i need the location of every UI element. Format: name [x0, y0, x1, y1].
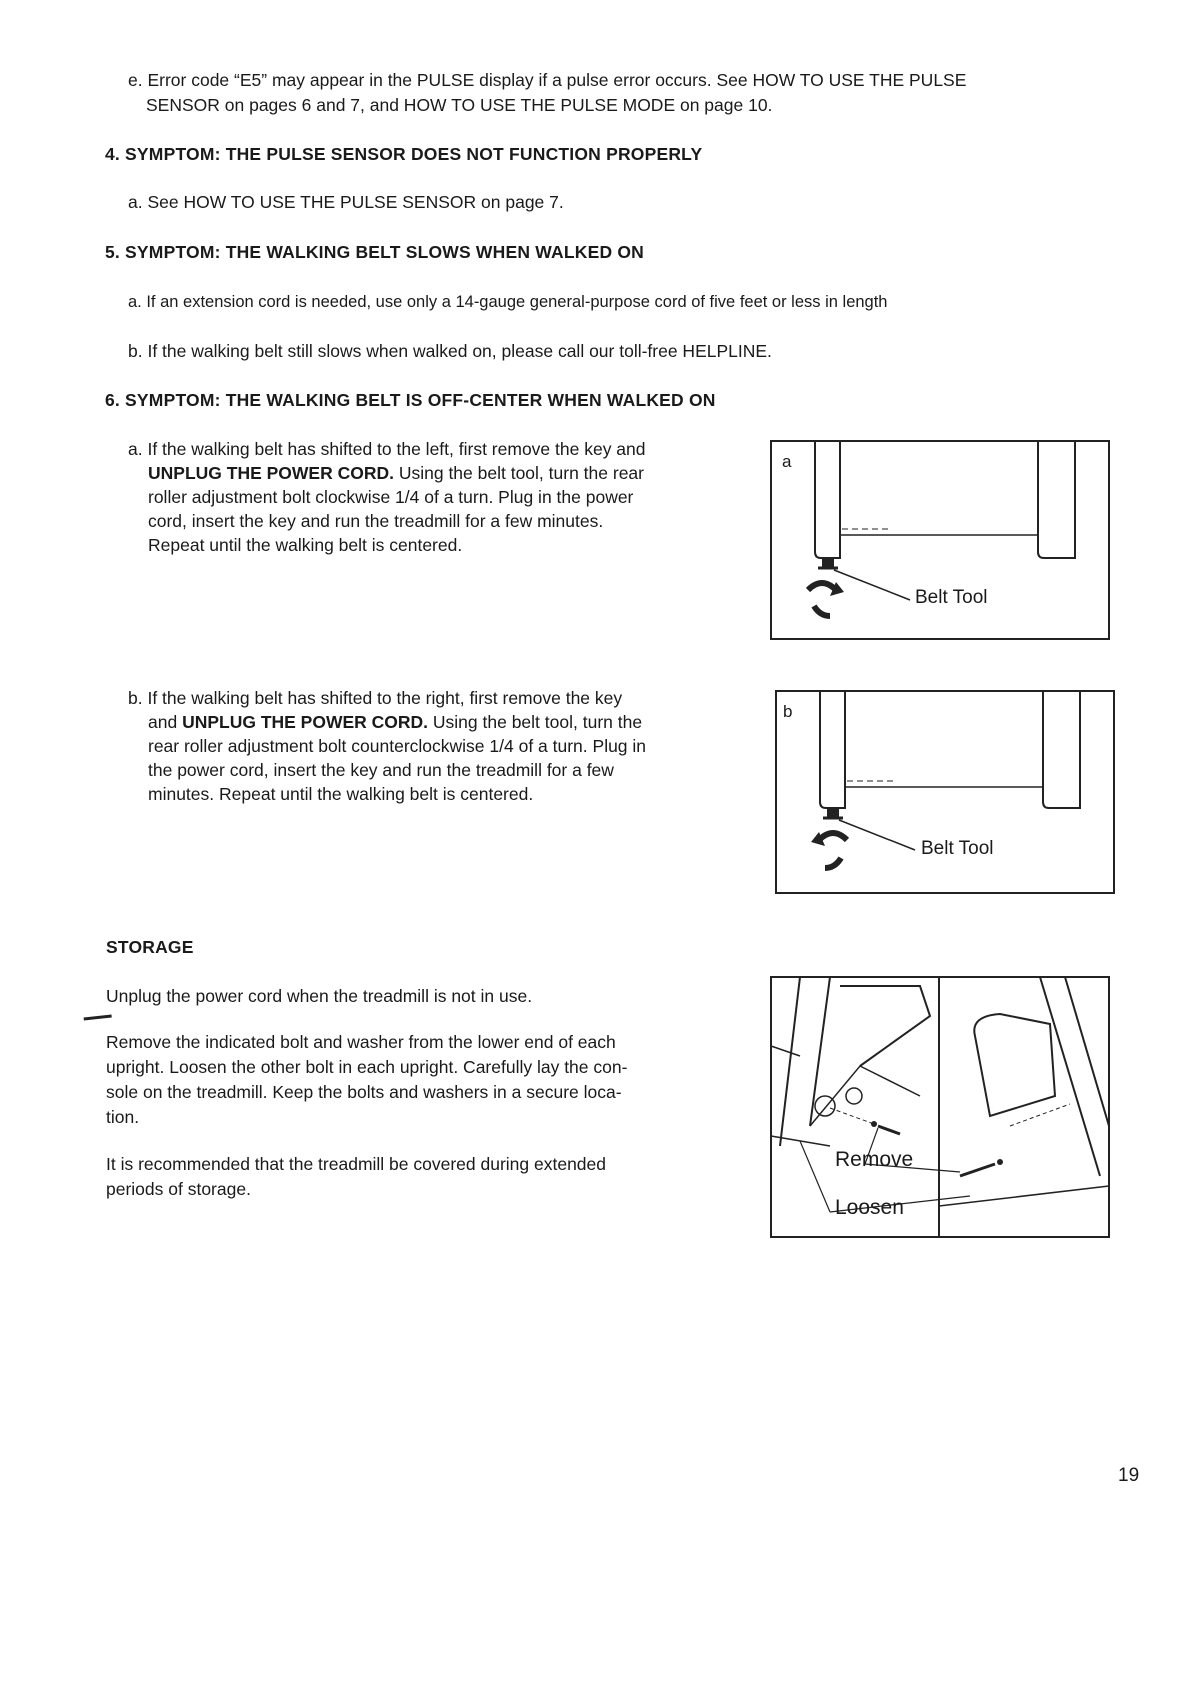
figure-b-drawing	[775, 690, 1115, 894]
figure-a-belt-left	[770, 440, 1110, 640]
symptom6-heading: 6. SYMPTOM: THE WALKING BELT IS OFF-CENTER WHEN WALKED ON	[105, 390, 716, 410]
symptom6-a-line: Repeat until the walking belt is centered.	[148, 535, 463, 555]
error-e5-line2: SENSOR on pages 6 and 7, and HOW TO USE THE PULSE MODE on page 10.	[146, 95, 773, 115]
unplug-emphasis: UNPLUG THE POWER CORD.	[182, 712, 429, 732]
symptom5-item-b: b. If the walking belt still slows when walked on, please call our toll-free HELPLINE.	[128, 341, 772, 361]
figure-b-belt-right	[775, 690, 1115, 894]
symptom6-b-line: minutes. Repeat until the walking belt is centered.	[148, 784, 534, 804]
figure-storage-loosen-callout: Loosen	[835, 1196, 904, 1219]
storage-p2-line: sole on the treadmill. Keep the bolts and washers in a secure loca-	[106, 1082, 622, 1102]
storage-p2-line: tion.	[106, 1107, 140, 1127]
symptom6-b-line: b. If the walking belt has shifted to the right, first remove the key	[128, 688, 623, 708]
error-e5-line1: e. Error code “E5” may appear in the PULSE display if a pulse error occurs. See HOW TO USE THE PULSE	[128, 70, 967, 90]
symptom5-item-a: a. If an extension cord is needed, use only a 14-gauge general-purpose cord of five feet or less in length	[128, 293, 888, 311]
storage-p2-line: Remove the indicated bolt and washer from the lower end of each	[106, 1032, 616, 1052]
symptom4-item-a: a. See HOW TO USE THE PULSE SENSOR on page 7.	[128, 192, 564, 212]
symptom6-b-line: and UNPLUG THE POWER CORD. Using the belt tool, turn the	[148, 712, 643, 732]
symptom6-a-line: roller adjustment bolt clockwise 1/4 of a turn. Plug in the power	[148, 487, 634, 507]
symptom6-a-line: cord, insert the key and run the treadmill for a few minutes.	[148, 511, 604, 531]
figure-b-belt-tool-callout: Belt Tool	[921, 838, 994, 859]
symptom4-heading: 4. SYMPTOM: THE PULSE SENSOR DOES NOT FUNCTION PROPERLY	[105, 144, 703, 164]
figure-b-label: b	[783, 702, 793, 721]
figure-storage-drawing	[770, 976, 1110, 1238]
symptom6-b-line: rear roller adjustment bolt counterclockwise 1/4 of a turn. Plug in	[148, 736, 647, 756]
figure-a-drawing	[770, 440, 1110, 640]
figure-storage-remove-callout: Remove	[835, 1148, 914, 1171]
figure-a-belt-tool-callout: Belt Tool	[915, 587, 988, 608]
symptom5-heading: 5. SYMPTOM: THE WALKING BELT SLOWS WHEN WALKED ON	[105, 242, 645, 262]
storage-paragraph-1: Unplug the power cord when the treadmill is not in use.	[106, 986, 533, 1006]
storage-heading: STORAGE	[106, 937, 194, 957]
page-number: 19	[1118, 1465, 1140, 1486]
note-mark-icon	[84, 1015, 113, 1027]
figure-a-label: a	[782, 452, 792, 471]
storage-p2-line: upright. Loosen the other bolt in each upright. Carefully lay the con-	[106, 1057, 628, 1077]
storage-p3-line: periods of storage.	[106, 1179, 251, 1199]
symptom6-a-line: UNPLUG THE POWER CORD. Using the belt tool, turn the rear	[148, 463, 644, 483]
storage-p3-line: It is recommended that the treadmill be covered during extended	[106, 1154, 607, 1174]
symptom6-b-line: the power cord, insert the key and run the treadmill for a few	[148, 760, 614, 780]
unplug-emphasis: UNPLUG THE POWER CORD.	[148, 463, 394, 483]
symptom6-a-line: a. If the walking belt has shifted to the left, first remove the key and	[128, 439, 646, 459]
figure-storage-uprights	[770, 976, 1110, 1238]
